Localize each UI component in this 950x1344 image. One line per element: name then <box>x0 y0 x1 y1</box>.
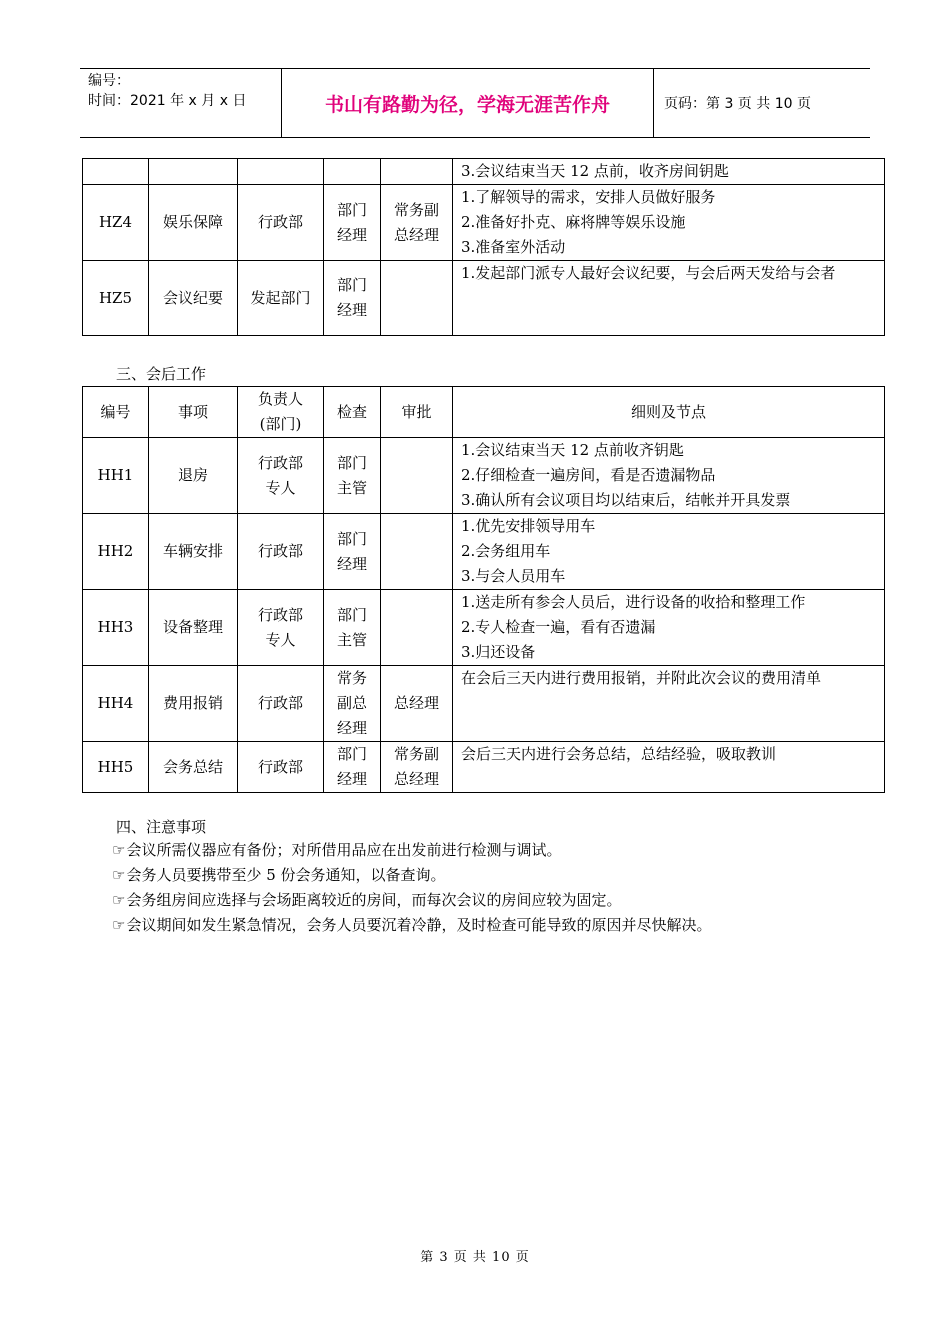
cell-id: HZ4 <box>83 185 149 261</box>
detail-line: 3.会议结束当天 12 点前，收齐房间钥匙 <box>461 162 729 180</box>
cell-owner: 行政部 <box>238 666 324 742</box>
detail-line: 在会后三天内进行费用报销，并附此次会议的费用清单 <box>461 669 822 687</box>
cell-item: 退房 <box>149 438 238 514</box>
table-row <box>83 159 885 185</box>
cell-item <box>149 159 238 185</box>
cell-check: 常务 副总 经理 <box>324 666 381 742</box>
table-post-meeting <box>82 386 885 793</box>
cell-check: 部门 主管 <box>324 438 381 514</box>
cell-id: HH5 <box>83 742 149 793</box>
table-row <box>83 514 885 590</box>
cell-item: 设备整理 <box>149 590 238 666</box>
header-check: 检查 <box>324 387 381 438</box>
header-owner: 负责人 (部门) <box>238 387 324 438</box>
detail-line: 2.会务组用车 <box>461 542 551 560</box>
cell-id: HH1 <box>83 438 149 514</box>
note-item <box>112 838 711 863</box>
detail-line: 会后三天内进行会务总结，总结经验，吸取教训 <box>461 745 777 763</box>
detail-line: 1.优先安排领导用车 <box>461 517 596 535</box>
cell-owner: 行政部 专人 <box>238 438 324 514</box>
header-details: 细则及节点 <box>453 387 885 438</box>
cell-check: 部门 经理 <box>324 185 381 261</box>
detail-line: 3.确认所有会议项目均以结束后，结帐并开具发票 <box>461 491 791 509</box>
cell-id: HH4 <box>83 666 149 742</box>
table-header-row <box>83 387 885 438</box>
cell-item: 费用报销 <box>149 666 238 742</box>
detail-line: 1.送走所有参会人员后，进行设备的收拾和整理工作 <box>461 593 806 611</box>
detail-line: 2.仔细检查一遍房间，看是否遗漏物品 <box>461 466 716 484</box>
cell-details <box>453 590 885 666</box>
cell-details <box>453 438 885 514</box>
document-date: 时间：2021 年 x 月 x 日 <box>88 93 247 109</box>
cell-details <box>453 261 885 336</box>
cell-item: 会议纪要 <box>149 261 238 336</box>
cell-details <box>453 666 885 742</box>
cell-owner: 行政部 专人 <box>238 590 324 666</box>
header-approve: 审批 <box>381 387 453 438</box>
table-row <box>83 185 885 261</box>
header-page-info: 页码：第 3 页 共 10 页 <box>664 96 811 112</box>
note-text: 会务人员要携带至少 5 份会务通知，以备查询。 <box>126 866 446 884</box>
cell-item: 会务总结 <box>149 742 238 793</box>
header-motto: 书山有路勤为径，学海无涯苦作舟 <box>282 69 654 137</box>
cell-approve <box>381 261 453 336</box>
note-text: 会务组房间应选择与会场距离较近的房间，而每次会议的房间应较为固定。 <box>126 891 622 909</box>
header-id: 编号 <box>83 387 149 438</box>
note-item <box>112 888 711 913</box>
page-header <box>80 68 870 138</box>
section-title-notes: 四、注意事项 <box>116 818 207 836</box>
header-meta <box>80 69 282 137</box>
detail-line: 3.与会人员用车 <box>461 567 566 585</box>
cell-owner: 行政部 <box>238 514 324 590</box>
cell-id: HH3 <box>83 590 149 666</box>
note-item <box>112 913 711 938</box>
cell-check: 部门 经理 <box>324 514 381 590</box>
cell-check: 部门 经理 <box>324 742 381 793</box>
cell-details <box>453 185 885 261</box>
detail-line: 1.发起部门派专人最好会议纪要，与会后两天发给与会者 <box>461 264 836 282</box>
note-text: 会议所需仪器应有备份；对所借用品应在出发前进行检测与调试。 <box>126 841 562 859</box>
table-row <box>83 438 885 514</box>
cell-item: 娱乐保障 <box>149 185 238 261</box>
detail-line: 3.归还设备 <box>461 643 536 661</box>
notes-list <box>112 838 711 938</box>
cell-id: HZ5 <box>83 261 149 336</box>
cell-approve <box>381 438 453 514</box>
cell-approve: 总经理 <box>381 666 453 742</box>
cell-approve: 常务副 总经理 <box>381 185 453 261</box>
table-row <box>83 666 885 742</box>
detail-line: 2.专人检查一遍，看有否遗漏 <box>461 618 656 636</box>
cell-check <box>324 159 381 185</box>
cell-details <box>453 742 885 793</box>
detail-line: 1.会议结束当天 12 点前收齐钥匙 <box>461 441 684 459</box>
cell-id <box>83 159 149 185</box>
table-row <box>83 742 885 793</box>
cell-owner: 行政部 <box>238 185 324 261</box>
table-row <box>83 261 885 336</box>
cell-approve: 常务副 总经理 <box>381 742 453 793</box>
pointing-hand-icon: ☞ <box>112 841 126 859</box>
cell-check: 部门 主管 <box>324 590 381 666</box>
page-footer: 第 3 页 共 10 页 <box>420 1250 530 1265</box>
pointing-hand-icon: ☞ <box>112 866 126 884</box>
detail-line: 2.准备好扑克、麻将牌等娱乐设施 <box>461 213 686 231</box>
cell-details <box>453 514 885 590</box>
pointing-hand-icon: ☞ <box>112 916 126 934</box>
detail-line: 1.了解领导的需求，安排人员做好服务 <box>461 188 716 206</box>
header-item: 事项 <box>149 387 238 438</box>
cell-details <box>453 159 885 185</box>
table-row <box>83 590 885 666</box>
cell-approve <box>381 159 453 185</box>
note-item <box>112 863 711 888</box>
cell-check: 部门 经理 <box>324 261 381 336</box>
cell-id: HH2 <box>83 514 149 590</box>
cell-owner <box>238 159 324 185</box>
document-number-label: 编号： <box>88 73 130 89</box>
cell-approve <box>381 514 453 590</box>
section-title-post-meeting: 三、会后工作 <box>116 365 207 383</box>
table-continued <box>82 158 885 336</box>
cell-owner: 行政部 <box>238 742 324 793</box>
cell-owner: 发起部门 <box>238 261 324 336</box>
note-text: 会议期间如发生紧急情况，会务人员要沉着冷静，及时检查可能导致的原因并尽快解决。 <box>126 916 712 934</box>
cell-item: 车辆安排 <box>149 514 238 590</box>
detail-line: 3.准备室外活动 <box>461 238 566 256</box>
cell-approve <box>381 590 453 666</box>
pointing-hand-icon: ☞ <box>112 891 126 909</box>
